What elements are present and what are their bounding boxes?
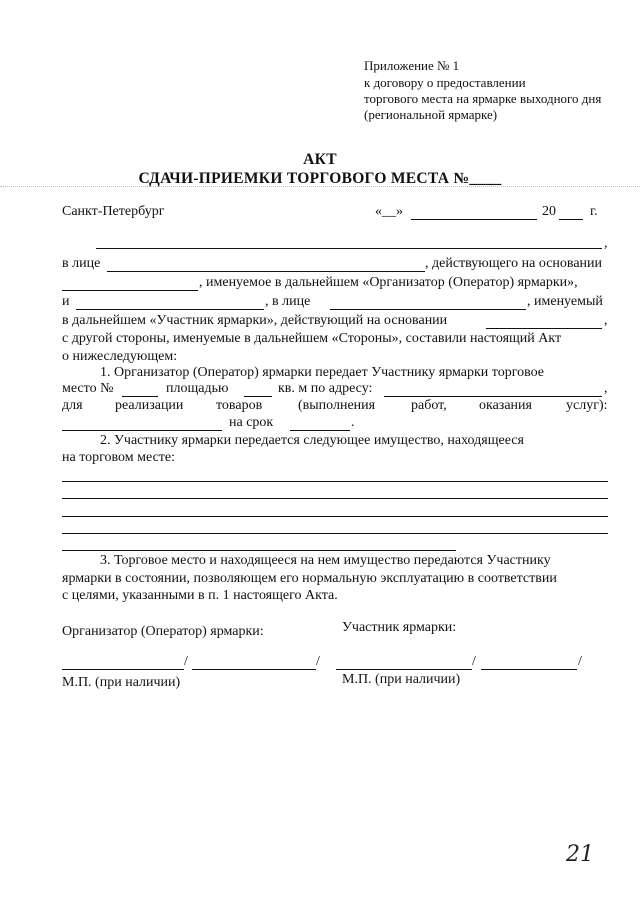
property-line-2 [62, 498, 608, 499]
scan-artifact-line [0, 186, 640, 187]
clause2-line2: на торговом месте: [62, 450, 175, 465]
date-year-prefix: 20 [542, 204, 556, 219]
place-number-blank [122, 396, 158, 397]
property-line-5 [62, 550, 456, 551]
term-blank [290, 430, 350, 431]
organizer-name-signature-blank [192, 669, 316, 670]
clause3-line2: ярмарки в состоянии, позволяющем его нормальную эксплуатацию в соответствии [62, 571, 557, 586]
doc-subtitle: СДАЧИ-ПРИЕМКИ ТОРГОВОГО МЕСТА №____ [138, 170, 502, 187]
participant-rep-blank [330, 309, 526, 310]
participant-name-blank [76, 309, 264, 310]
preamble-following: о нижеследующем: [62, 349, 178, 364]
organizer-signature-label: Организатор (Оператор) ярмарки: [62, 624, 264, 639]
participant-stamp: М.П. (при наличии) [342, 672, 461, 687]
doc-title: АКТ [303, 151, 337, 168]
property-line-4 [62, 533, 608, 534]
clause1-term: на срок [229, 415, 274, 430]
page-number: 21 [566, 842, 594, 867]
clause1-w1: для [62, 398, 83, 413]
appendix-line-3: торгового места на ярмарке выходного дня [364, 91, 602, 106]
clause1-area: площадью [166, 381, 229, 396]
preamble-participant-named: в дальнейшем «Участник ярмарки», действующий на основании [62, 313, 448, 328]
organizer-signature-blank [62, 669, 184, 670]
preamble-parties: с другой стороны, именуемые в дальнейшем «Стороны», составили настоящий Акт [62, 331, 562, 346]
appendix-line-2: к договору о предоставлении [364, 75, 526, 90]
date-day: «__» [375, 204, 403, 219]
preamble-acting-basis: , действующего на основании [425, 256, 603, 271]
comma-2: , [604, 313, 608, 328]
preamble-named: , именуемый [527, 294, 603, 309]
clause1-w2: реализации [115, 398, 184, 413]
preamble-and: и [62, 294, 70, 309]
address-blank [384, 396, 602, 397]
clause2-line1: 2. Участнику ярмарки передается следующее имущество, находящееся [100, 433, 524, 448]
date-year-suffix: г. [590, 204, 598, 219]
participant-name-signature-blank [481, 669, 577, 670]
organizer-slash-end: / [316, 654, 320, 669]
preamble-in-person: в лице [62, 256, 101, 271]
clause1-w5: работ, [411, 398, 447, 413]
clause1-place-no: место № [62, 381, 114, 396]
comma: , [604, 236, 608, 251]
preamble-organizer-named: , именуемое в дальнейшем «Организатор (Оператор) ярмарки», [199, 275, 578, 290]
city: Санкт-Петербург [62, 204, 165, 219]
participant-signature-blank [336, 669, 472, 670]
preamble-in-person-2: , в лице [265, 294, 311, 309]
goods-blank [62, 430, 222, 431]
appendix-line-4: (региональной ярмарке) [364, 107, 498, 122]
organizer-rep-blank [107, 271, 425, 272]
clause1-w7: услуг): [566, 398, 608, 413]
clause3-line3: с целями, указанными в п. 1 настоящего Акта. [62, 588, 338, 603]
clause1-w6: оказания [479, 398, 532, 413]
participant-slash-end: / [578, 654, 582, 669]
comma-3: , [604, 381, 608, 396]
appendix-line-1: Приложение № 1 [364, 58, 460, 73]
clause1-w3: товаров [216, 398, 263, 413]
clause3-line1: 3. Торговое место и находящееся на нем имущество передаются Участнику [100, 553, 551, 568]
date-year-blank [559, 219, 583, 220]
clause1-line1: 1. Организатор (Оператор) ярмарки передает Участнику ярмарки торговое [100, 365, 545, 380]
clause1-period: . [351, 415, 355, 430]
participant-signature-label: Участник ярмарки: [342, 620, 457, 635]
area-blank [244, 396, 272, 397]
organizer-basis-blank [62, 290, 198, 291]
participant-basis-blank [486, 328, 602, 329]
clause1-address-label: кв. м по адресу: [278, 381, 373, 396]
organizer-slash: / [184, 654, 188, 669]
clause1-w4: (выполнения [298, 398, 376, 413]
date-month-blank [411, 219, 537, 220]
organizer-stamp: М.П. (при наличии) [62, 675, 181, 690]
property-line-1 [62, 481, 608, 482]
participant-slash: / [472, 654, 476, 669]
property-line-3 [62, 516, 608, 517]
organizer-name-blank [96, 248, 602, 249]
